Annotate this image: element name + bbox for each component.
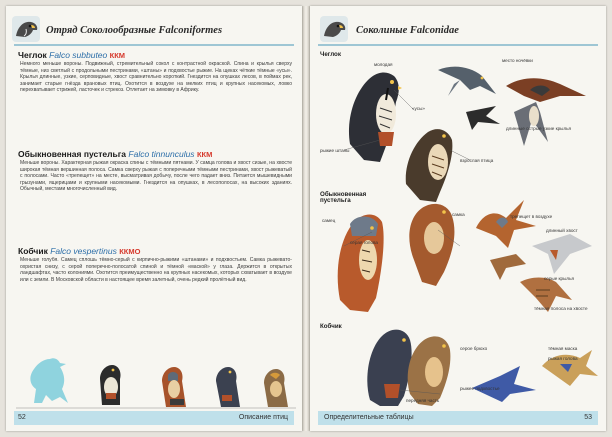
book-gutter [302,6,310,431]
species-name: Обыкновенная пустельга [18,149,127,159]
plate-label-serye-kryla: серые крылья [544,276,574,281]
plate-label-ryzhaya-golova: рыжая голова [548,356,578,361]
pustelga-perched [162,367,186,407]
plate-label-cheglok: Чеглок [320,51,341,58]
kobchik-female-perched [408,336,451,406]
plate-label-pustelga: Обыкновенная пустельга [320,191,367,205]
plate-label-mesto-nochevki: место ночёвки [502,58,533,63]
species-latin-name: Falco subbuteo [49,50,108,60]
crow-silhouette [30,358,68,403]
kobchik-male-perched [367,330,411,406]
cheglok-flying-2 [506,78,586,102]
plate-label-vzroslaya: взрослая птица [460,158,494,163]
plate-label-trepeschet: трепещет в воздухе [510,214,553,219]
footer-caption: Описание птиц [238,414,288,421]
footer-caption: Определительные таблицы [324,414,414,421]
plate-label-seraya-golova: серая голова [350,240,378,245]
pustelga-flying-small [490,254,526,280]
status-badge: ККМО [119,247,141,256]
page-title: Соколиные Falconidae [356,25,459,36]
falcon-head-icon [12,16,40,42]
species-name: Чеглок [18,50,47,60]
species-latin-name: Falco vespertinus [50,246,117,256]
kobchik-flying-male [472,366,536,402]
section-heading-pustelga [18,149,212,159]
cheglok-flying-1 [438,67,496,96]
plate-label-samets: самец [322,218,336,223]
page-number: 52 [18,414,26,421]
kobchik-male-perched [216,367,240,407]
plate-label-molodaya: молодая [374,62,393,67]
plate-label-chernaya-maska: тёмная маска [548,346,578,351]
plate-label-usy: «усы» [412,106,425,111]
plate-label-kobchik: Кобчик [320,323,342,330]
pustelga-silhouette-overhead [466,106,500,130]
bird-size-comparison-strip [16,339,296,411]
cheglok-young-perched [406,129,453,202]
cheglok-adult-perched [349,73,402,162]
left-page-header [6,14,302,44]
cheglok-flying-3 [514,102,548,146]
right-page [310,6,606,431]
plate-label-perednyaya-chast: передняя часть [406,398,440,403]
plate-label-ryzhie-shtany: рыжие штаны [320,148,350,153]
pustelga-flying-male [532,234,592,274]
plate-label-samka: самка [452,212,465,217]
page-number: 53 [584,414,592,421]
cheglok-perched [100,365,121,405]
pustelga-hovering [476,200,536,248]
species-description: Меньше голубя. Самец сплошь тёмно-серый с кирпично-рыжими «штанами» и подхвостьем. Самка рыжевато-охристая снизу, с серой поперечно-полосатой спиной и тёмной «маской» у глаза. Держится в открытых ландшафтах, часто колониями. Охотится преимущественно на крупных насекомых, которых схватывает в воздухе или с земли. В Московской области в настоящее время залетный, очень редкий пролётный вид. [20,257,292,283]
pustelga-female-perched [409,204,454,286]
right-page-header [310,14,606,44]
plate-label-dlinnyi-khvost: длинный хвост [546,228,578,233]
plate-label-ryzhee-podkhvostie: рыжее подхвостье [460,386,500,391]
status-badge: ККМ [109,51,126,60]
falcon-head-icon [320,16,348,42]
plate-label-uzkie-krylya: длинные острые узкие крылья [506,126,572,131]
species-name: Кобчик [18,246,48,256]
page-title: Отряд Соколообразные Falconiformes [46,25,223,36]
left-page-footer [14,411,294,425]
kobchik-female-perched [264,369,288,407]
status-badge: ККМ [196,150,213,159]
species-latin-name: Falco tinnunculus [128,149,195,159]
plate-label-temnaya-polosa: тёмная полоса на хвосте [534,306,588,311]
species-description: Меньше вороны. Характерная рыжая окраска спины с тёмными пятнами. У самца голова и хвост сизые, на хвосте широкая тёмная вершинная полоса. Самка сверху рыжая с поперечными тёмными пестринами, хвост рыжеватый с полосами. Часто «трепещет» на месте, высматривая добычу, после чего падает вниз. Питается мышевидными грызунами, ящерицами и крупными насекомыми. Гнездится на опушках, в лесополосах, на высоких зданиях. Обычный, местами многочисленный вид. [20,160,292,192]
header-rule [318,44,598,46]
header-rule [14,44,294,46]
right-page-footer [318,411,598,425]
plate-label-seroe-bryukho: серое брюхо [460,346,488,351]
section-heading-kobchik [18,246,140,256]
pustelga-male-perched [338,215,384,313]
species-description: Немного меньше вороны. Подвижный, стремительный сокол с контрастной окраской. Спина и крылья сверху тёмные, низ светлый с продольными пестринами, «штаны» и подхвостье рыжие. На щеках чёткие тёмные «усы». Крылья длинные, узкие, серповидные, хвост сравнительно короткий. Гнездится на опушках лесов, в поймах рек, занимает старые гнёзда врановых птиц. Охотится в воздухе на мелких птиц и крупных насекомых, ловко перехватывает стрижей, ласточек и стрекоз. Отлетает на зимовку в Африку. [20,61,292,93]
left-page [6,6,302,431]
section-heading-cheglok [18,50,125,60]
